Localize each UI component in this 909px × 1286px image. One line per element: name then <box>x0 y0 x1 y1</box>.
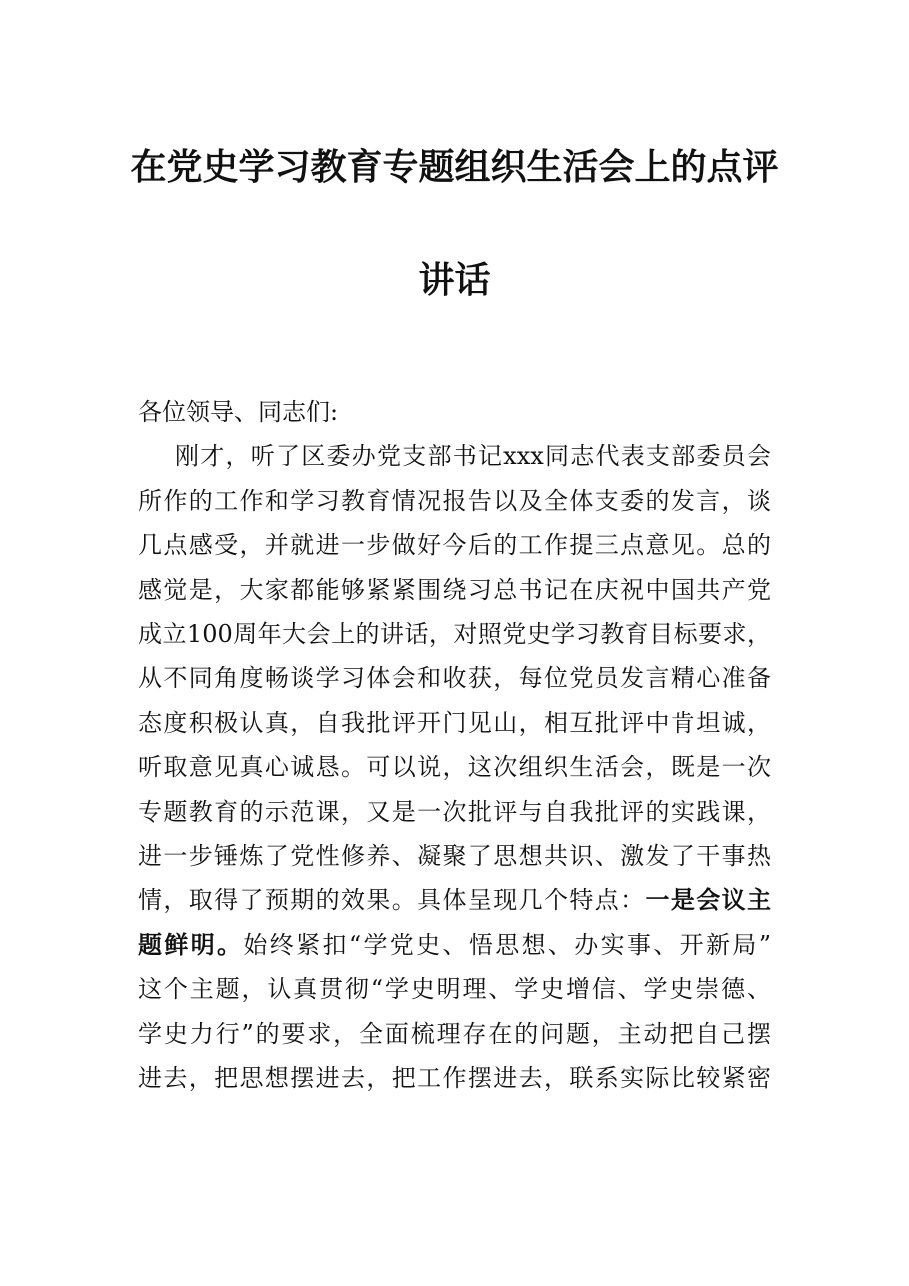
line-text: 几点感受，并就进一步做好今后的工作提三点意见。总的 <box>138 531 771 560</box>
line-text: 始终紧扣“学党史、悟思想、办实事、开新局” <box>243 930 772 959</box>
paragraph-line <box>138 878 771 922</box>
line-text: 进一步锤炼了党性修养、凝聚了思想共识、激发了干事热 <box>138 842 771 871</box>
line-text: 学史力行”的要求，全面梳理存在的问题，主动把自己摆 <box>138 1019 771 1048</box>
document-title-line-2: 讲话 <box>418 259 491 301</box>
line-text: 这个主题，认真贯彻“学史明理、学史增信、学史崇德、 <box>138 975 771 1004</box>
paragraph-line <box>138 656 771 700</box>
line-text: 从不同角度畅谈学习体会和收获，每位党员发言精心准备 <box>138 664 771 693</box>
line-text: 感觉是，大家都能够紧紧围绕习总书记在庆祝中国共产党 <box>138 575 771 604</box>
paragraph-line <box>138 923 771 967</box>
line-text: 所作的工作和学习教育情况报告以及全体支委的发言，谈 <box>138 486 771 515</box>
paragraph-line <box>138 568 771 612</box>
line-text: 态度积极认真，自我批评开门见山，相互批评中肯坦诚， <box>138 708 771 737</box>
line-text: 刚才，听了区委办党支部书记xxx同志代表支部委员会 <box>175 442 771 471</box>
paragraph-line <box>138 745 771 789</box>
paragraph-line <box>138 790 771 834</box>
paragraph-line <box>138 479 771 523</box>
line-text: 成立100周年大会上的讲话，对照党史学习教育目标要求， <box>138 620 771 649</box>
body-paragraph <box>138 434 771 1100</box>
paragraph-line <box>138 967 771 1011</box>
paragraph-line <box>138 523 771 567</box>
paragraph-line <box>138 1012 771 1056</box>
line-text: 情，取得了预期的效果。具体呈现几个特点： <box>138 886 646 915</box>
paragraph-line <box>138 612 771 656</box>
highlight-text: 一是会议主 <box>645 885 771 915</box>
document-body <box>138 390 771 1101</box>
highlight-text: 题鲜明。 <box>138 929 244 959</box>
salutation: 各位领导、同志们: <box>138 398 339 426</box>
document-title-line-1: 在党史学习教育专题组织生活会上的点评 <box>130 146 779 188</box>
line-text: 专题教育的示范课，又是一次批评与自我批评的实践课， <box>138 797 771 826</box>
paragraph-line <box>138 834 771 878</box>
line-text: 进去，把思想摆进去，把工作摆进去，联系实际比较紧密 <box>138 1064 771 1093</box>
line-text: 听取意见真心诚恳。可以说，这次组织生活会，既是一次 <box>138 753 771 782</box>
paragraph-line <box>138 1056 771 1100</box>
paragraph-line <box>138 434 771 478</box>
paragraph-line <box>138 701 771 745</box>
